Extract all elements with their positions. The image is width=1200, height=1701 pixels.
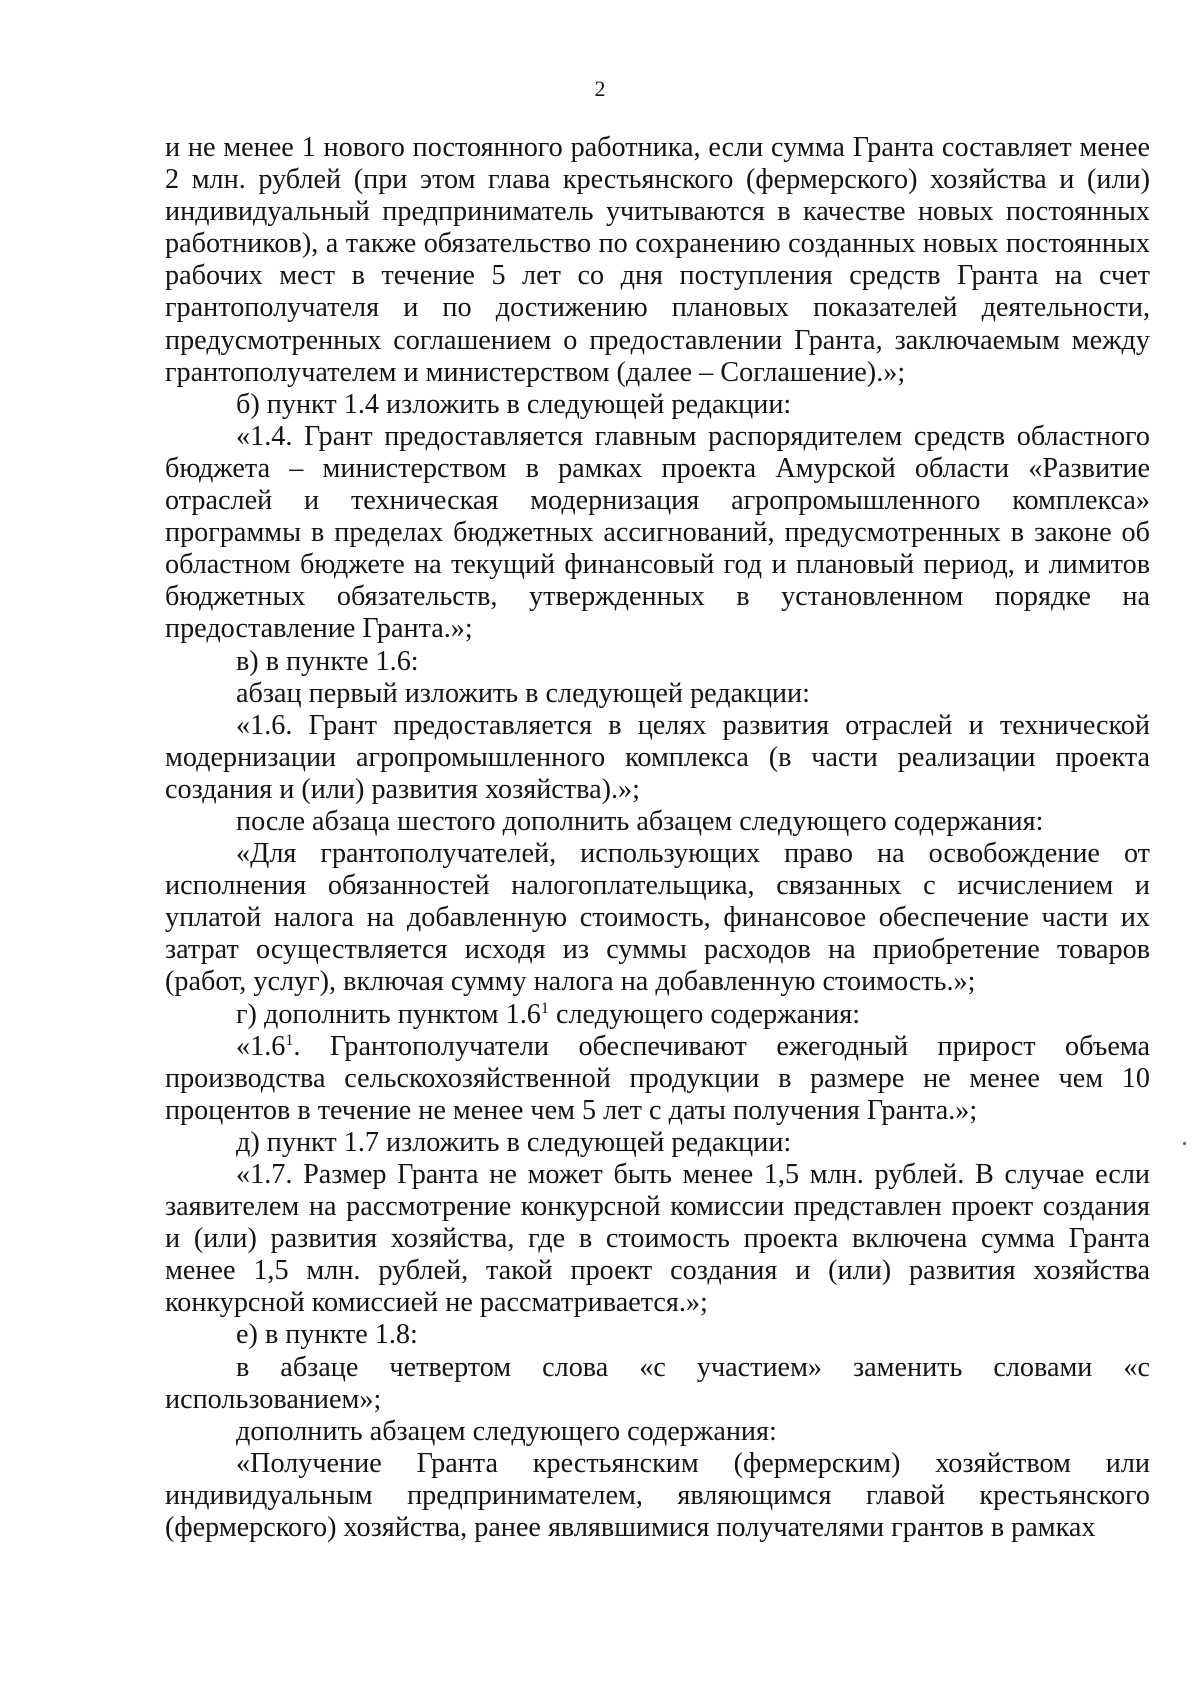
- document-body: [165, 132, 1150, 1544]
- page-number: 2: [594, 76, 606, 101]
- paragraph: в абзаце четвертом слова «с участием» заменить словами «с использованием»;: [165, 1351, 1150, 1415]
- paragraph: «Получение Гранта крестьянским (фермерским) хозяйством или индивидуальным предпринимателем, являющимся главой крестьянского (фермерского) хозяйства, ранее являвшимися получателями грантов в рамках: [165, 1447, 1150, 1544]
- scan-speck: [1183, 1142, 1186, 1145]
- superscript: 1: [285, 1031, 294, 1049]
- paragraph: и не менее 1 нового постоянного работника, если сумма Гранта составляет менее 2 млн. рублей (при этом глава крестьянского (фермерского) хозяйства и (или) индивидуальный предприниматель учитываются в качестве новых постоянных работников), а также обязательство по сохранению созданных новых постоянных рабочих мест в течение 5 лет со дня поступления средств Гранта на счет грантополучателя и по достижению плановых показателей деятельности, предусмотренных соглашением о предоставлении Гранта, заключаемым между грантополучателем и министерством (далее – Соглашение).»;: [165, 132, 1150, 388]
- paragraph-text: следующего содержания:: [548, 998, 861, 1030]
- paragraph: [165, 1031, 1150, 1127]
- paragraph: «1.6. Грант предоставляется в целях развития отраслей и технической модернизации агропромышленного комплекса (в части реализации проекта создания и (или) развития хозяйства).»;: [165, 709, 1150, 805]
- paragraph: абзац первый изложить в следующей редакции:: [236, 677, 810, 709]
- paragraph: дополнить абзацем следующего содержания:: [236, 1415, 777, 1447]
- paragraph: «1.4. Грант предоставляется главным распорядителем средств областного бюджета – министерством в рамках проекта Амурской области «Развитие отраслей и техническая модернизация агропромышленного комплекса» программы в пределах бюджетных ассигнований, предусмотренных в законе об областном бюджете на текущий финансовый год и плановый период, и лимитов бюджетных обязательств, утвержденных в установленном порядке на предоставление Гранта.»;: [165, 420, 1150, 645]
- paragraph: «Для грантополучателей, использующих право на освобождение от исполнения обязанностей налогоплательщика, связанных с исчислением и уплатой налога на добавленную стоимость, финансовое обеспечение части их затрат осуществляется исходя из суммы расходов на приобретение товаров (работ, услуг), включая сумму налога на добавленную стоимость.»;: [165, 838, 1150, 998]
- paragraph-text: «1.6: [236, 1030, 286, 1062]
- paragraph: [165, 999, 1150, 1031]
- paragraph: б) пункт 1.4 изложить в следующей редакции:: [236, 388, 792, 420]
- superscript: 1: [540, 999, 549, 1017]
- paragraph: в) в пункте 1.6:: [236, 645, 419, 677]
- paragraph: д) пункт 1.7 изложить в следующей редакции:: [236, 1126, 792, 1158]
- paragraph-text: . Грантополучатели обеспечивают ежегодный прирост объема производства сельскохозяйственной продукции в размере не менее чем 10 процентов в течение не менее чем 5 лет с даты получения Гранта.»;: [165, 1030, 1150, 1126]
- paragraph-text: г) дополнить пунктом 1.6: [236, 998, 541, 1030]
- paragraph: после абзаца шестого дополнить абзацем следующего содержания:: [236, 805, 1044, 837]
- paragraph: е) в пункте 1.8:: [236, 1319, 418, 1351]
- paragraph: «1.7. Размер Гранта не может быть менее 1,5 млн. рублей. В случае если заявителем на рассмотрение конкурсной комиссии представлен проект создания и (или) развития хозяйства, где в стоимость проекта включена сумма Гранта менее 1,5 млн. рублей, такой проект создания и (или) развития хозяйства конкурсной комиссией не рассматривается.»;: [165, 1159, 1150, 1319]
